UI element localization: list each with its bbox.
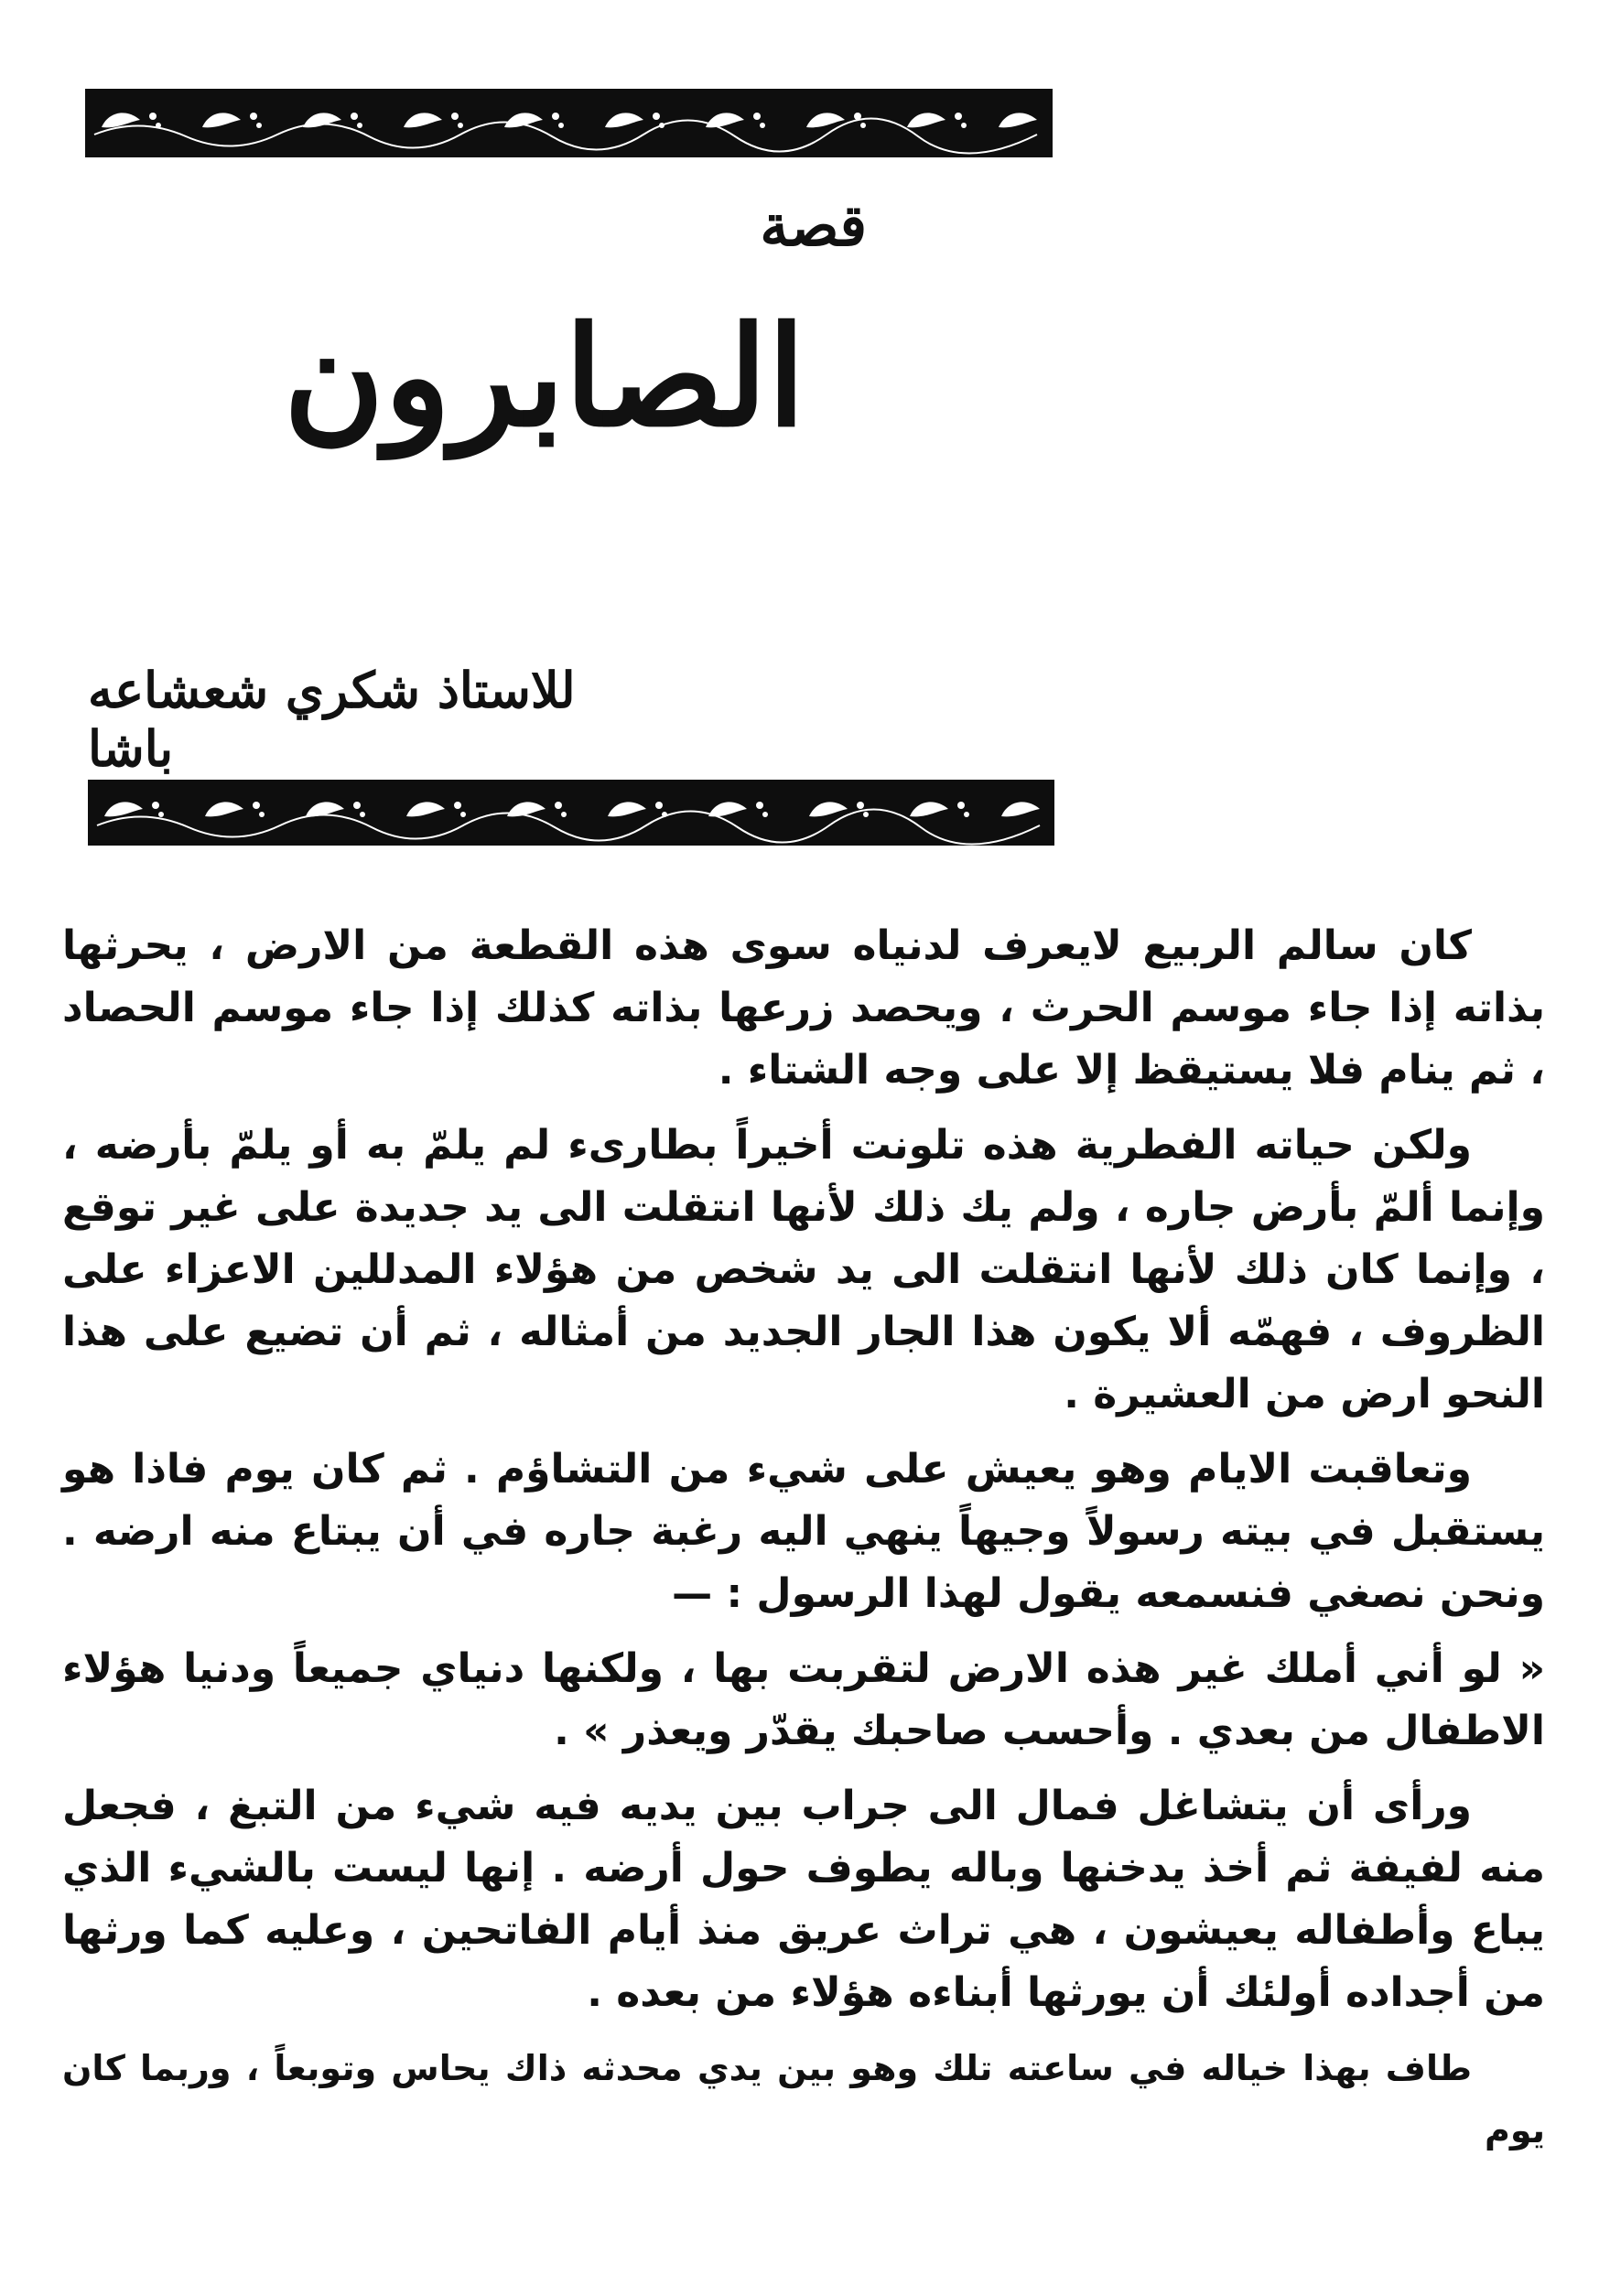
quoted-paragraph: « لو أني أملك غير هذه الارض لتقربت بها ، ولكنها دنياي جميعاً ودنيا هؤلاء الاطفال من بعدي . وأحسب صاحبك يقدّر ويعذر » . [62,1645,1545,1754]
ornamental-border-top [85,89,1053,157]
paragraph: كان سالم الربيع لايعرف لدنياه سوى هذه القطعة من الارض ، يحرثها بذاته إذا جاء موسم الحرث ، ويحصد زرعها بذاته كذلك إذا جاء موسم الحصاد ، ثم ينام فلا يستيقظ إلا على وجه الشتاء . [62,922,1545,1094]
leaf-ornament-icon [88,780,1054,846]
leaf-ornament-icon [85,89,1053,157]
author-byline: للاستاذ شكري شعشاعه باشا [88,661,576,778]
story-label: قصة [760,192,867,259]
page-title: الصابرون [283,296,805,458]
paragraph: ولكن حياته الفطرية هذه تلونت أخيراً بطارىء لم يلمّ به أو يلمّ بأرضه ، وإنما ألمّ بأرض جاره ، ولم يك ذلك لأنها انتقلت الى يد جديدة على غير توقع ، وإنما كان ذلك لأنها انتقلت الى يد شخص من هؤلاء المدللين الاعزاء على الظروف ، فهمّه ألا يكون هذا الجار الجديد من أمثاله ، ثم أن تضيع على هذا النحو ارض من العشيرة . [62,1122,1545,1417]
paragraph: ورأى أن يتشاغل فمال الى جراب بين يديه فيه شيء من التبغ ، فجعل منه لفيفة ثم أخذ يدخنها وباله يطوف حول أرضه . إنها ليست بالشيء الذي يباع وأطفاله يعيشون ، هي تراث عريق منذ أيام الفاتحين ، وعليه كما ورثها من أجداده أولئك أن يورثها أبناءه هؤلاء من بعده . [62,1783,1545,2016]
article-body [62,915,1545,2174]
paragraph-partial: طاف بهذا خياله في ساعته تلك وهو بين يدي محدثه ذاك يحاس وتوبعاً ، وربما كان يوم [62,2048,1545,2150]
paragraph: وتعاقبت الايام وهو يعيش على شيء من التشاؤم . ثم كان يوم فاذا هو يستقبل في بيته رسولاً وجيهاً ينهي اليه رغبة جاره في أن يبتاع منه ارضه . ونحن نصغي فنسمعه يقول لهذا الرسول : — [62,1446,1545,1617]
ornamental-border-bottom [88,780,1054,846]
